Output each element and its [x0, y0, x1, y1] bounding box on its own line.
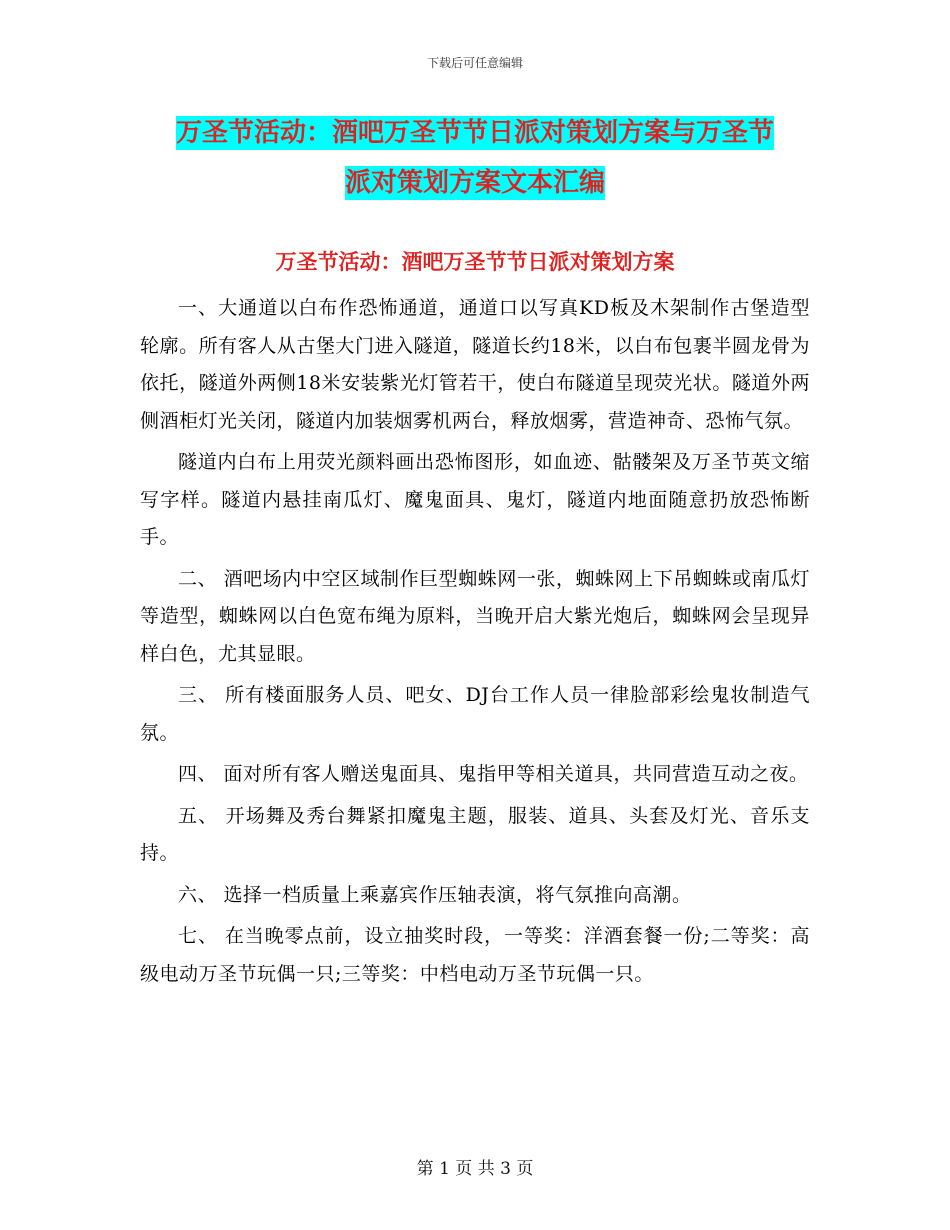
page-number: 第 1 页 共 3 页 — [416, 1159, 534, 1179]
paragraph-3: 二、 酒吧场内中空区域制作巨型蜘蛛网一张，蜘蛛网上下吊蜘蛛或南瓜灯等造型，蜘蛛网以白色宽布绳为原料，当晚开启大紫光炮后，蜘蛛网会呈现异样白色，尤其显眼。 — [140, 567, 810, 665]
header-note: 下载后可任意编辑 — [426, 56, 523, 70]
paragraph-2: 隧道内白布上用荧光颜料画出恐怖图形，如血迹、骷髅架及万圣节英文缩写字样。隧道内悬挂南瓜灯、魔鬼面具、鬼灯，隧道内地面随意扔放恐怖断手。 — [140, 451, 810, 548]
title-line-1: 万圣节活动：酒吧万圣节节日派对策划方案与万圣节 — [175, 118, 774, 148]
paragraph-5: 四、 面对所有客人赠送鬼面具、鬼指甲等相关道具，共同营造互动之夜。 — [178, 763, 809, 785]
paragraph-8: 七、 在当晚零点前，设立抽奖时段，一等奖：洋酒套餐一份;二等奖：高级电动万圣节玩偶一只;三等奖：中档电动万圣节玩偶一只。 — [140, 925, 810, 985]
section-title: 万圣节活动：酒吧万圣节节日派对策划方案 — [275, 249, 675, 274]
paragraph-1: 一、大通道以白布作恐怖通道，通道口以写真KD板及木架制作古堡造型轮廓。所有客人从古堡大门进入隧道，隧道长约18米，以白布包裹半圆龙骨为依托，隧道外两侧18米安装紫光灯管若干，使白布隧道呈现荧光状。隧道外两侧酒柜灯光关闭，隧道内加装烟雾机两台，释放烟雾，营造神奇、恐怖气氛。 — [140, 297, 810, 432]
paragraph-7: 六、 选择一档质量上乘嘉宾作压轴表演，将气氛推向高潮。 — [178, 883, 692, 906]
paragraph-6: 五、 开场舞及秀台舞紧扣魔鬼主题，服装、道具、头套及灯光、音乐支持。 — [140, 804, 810, 864]
document-body — [140, 290, 810, 997]
title-line-2: 派对策划方案文本汇编 — [344, 168, 605, 198]
paragraph-4: 三、 所有楼面服务人员、吧女、DJ台工作人员一律脸部彩绘鬼妆制造气氛。 — [140, 684, 810, 744]
document-title — [150, 108, 800, 208]
